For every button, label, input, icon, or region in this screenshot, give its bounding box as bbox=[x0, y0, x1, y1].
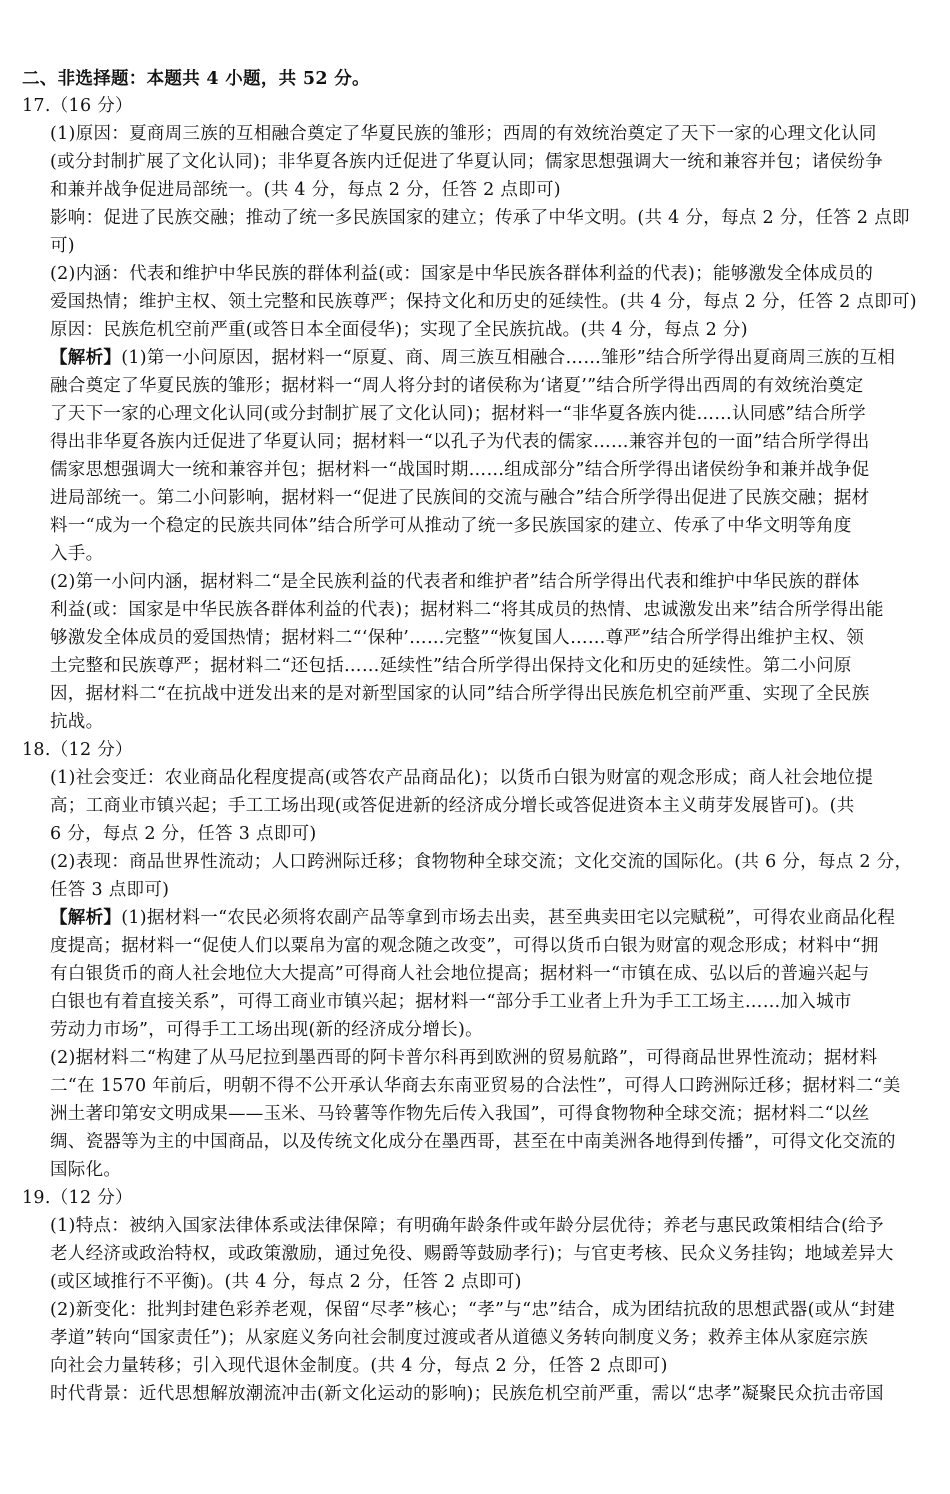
q18-analysis-line: 绸、瓷器等为主的中国商品，以及传统文化成分在墨西哥，甚至在中南美洲各地得到传播”，可得文化交流的 bbox=[50, 1132, 896, 1152]
q17-analysis-line: 儒家思想强调大一统和兼容并包；据材料一“战国时期……组成部分”结合所学得出诸侯纷争和兼并战争促 bbox=[50, 460, 870, 480]
q18-analysis-first-line bbox=[0, 905, 950, 931]
q17-line: 爱国热情；维护主权、领土完整和民族尊严；保持文化和历史的延续性。(共 4 分，每点 2 分，任答 2 点即可) bbox=[50, 292, 917, 312]
q18-line: 任答 3 点即可) bbox=[50, 880, 170, 900]
q19-line: (或区域推行不平衡)。(共 4 分，每点 2 分，任答 2 点即可) bbox=[50, 1272, 522, 1292]
q18-analysis-line: 二“在 1570 年前后，明朝不得不公开承认华商去东南亚贸易的合法性”，可得人口跨洲际迁移；据材料二“美 bbox=[50, 1076, 901, 1096]
q19-line: 向社会力量转移；引入现代退休金制度。(共 4 分，每点 2 分，任答 2 点即可) bbox=[50, 1356, 668, 1376]
q17-line: (1)原因：夏商周三族的互相融合奠定了华夏民族的雏形；西周的有效统治奠定了天下一家的心理文化认同 bbox=[50, 124, 877, 144]
q17-analysis-line: (2)第一小问内涵，据材料二“是全民族利益的代表者和维护者”结合所学得出代表和维护中华民族的群体 bbox=[50, 572, 860, 592]
q17-analysis-line: 利益(或：国家是中华民族各群体利益的代表)；据材料二“将其成员的热情、忠诚激发出来”结合所学得出能 bbox=[50, 600, 884, 620]
q17-analysis-line: 入手。 bbox=[50, 544, 104, 564]
q17-number: 17.（16 分） bbox=[22, 96, 133, 116]
q18-line: (2)表现：商品世界性流动；人口跨洲际迁移；食物物种全球交流；文化交流的国际化。(共 6 分，每点 2 分， bbox=[50, 852, 913, 872]
q17-analysis-line: 了天下一家的心理文化认同(或分封制扩展了文化认同)；据材料一“非华夏各族内徙……认同感”结合所学 bbox=[50, 404, 866, 424]
q18-analysis-line: 劳动力市场”，可得手工工场出现(新的经济成分增长)。 bbox=[50, 1020, 483, 1040]
q17-analysis-line: 够激发全体成员的爱国热情；据材料二“‘保种’……完整”“恢复国人……尊严”结合所学得出维护主权、领 bbox=[50, 628, 865, 648]
q17-analysis-line: 进局部统一。第二小问影响，据材料一“促进了民族间的交流与融合”结合所学得出促进了民族交融；据材 bbox=[50, 488, 870, 508]
q19-line: (2)新变化：批判封建色彩养老观，保留“尽孝”核心；“孝”与“忠”结合，成为团结抗敌的思想武器(或从“封建 bbox=[50, 1300, 896, 1320]
q17-analysis-line: 土完整和民族尊严；据材料二“还包括……延续性”结合所学得出保持文化和历史的延续性。第二小问原 bbox=[50, 656, 852, 676]
q18-line: 高；工商业市镇兴起；手工工场出现(或答促进新的经济成分增长或答促进资本主义萌芽发展皆可)。(共 bbox=[50, 796, 855, 816]
q17-analysis-line: 抗战。 bbox=[50, 712, 104, 732]
q17-line: 和兼并战争促进局部统一。(共 4 分，每点 2 分，任答 2 点即可) bbox=[50, 180, 561, 200]
q18-number: 18.（12 分） bbox=[22, 740, 133, 760]
q17-line: 可) bbox=[50, 236, 75, 256]
q17-line: 影响：促进了民族交融；推动了统一多民族国家的建立；传承了中华文明。(共 4 分，每点 2 分，任答 2 点即 bbox=[50, 208, 910, 228]
q18-analysis-line: 国际化。 bbox=[50, 1160, 122, 1180]
q17-line: (2)内涵：代表和维护中华民族的群体利益(或：国家是中华民族各群体利益的代表)；能够激发全体成员的 bbox=[50, 264, 874, 284]
section-heading: 二、非选择题：本题共 4 小题，共 52 分。 bbox=[22, 69, 370, 89]
q19-line: 孝道”转向“国家责任”)；从家庭义务向社会制度过渡或者从道德义务转向制度义务；救养主体从家庭宗族 bbox=[50, 1328, 869, 1348]
q18-analysis-line: 有白银货币的商人社会地位大大提高”可得商人社会地位提高；据材料一“市镇在成、弘以后的普遍兴起与 bbox=[50, 964, 870, 984]
analysis-tag: 【解析】 bbox=[50, 348, 122, 368]
q17-analysis-line: 得出非华夏各族内迁促进了华夏认同；据材料一“以孔子为代表的儒家……兼容并包的一面”结合所学得出 bbox=[50, 432, 870, 452]
q18-line: (1)社会变迁：农业商品化程度提高(或答农产品商品化)；以货币白银为财富的观念形成；商人社会地位提 bbox=[50, 768, 874, 788]
q19-number: 19.（12 分） bbox=[22, 1188, 133, 1208]
q18-analysis-line: 白银也有着直接关系”，可得工商业市镇兴起；据材料一“部分手工业者上升为手工工场主……加入城市 bbox=[50, 992, 852, 1012]
q19-line: 老人经济或政治特权，或政策激励，通过免役、赐爵等鼓励孝行)；与官吏考核、民众义务挂钩；地域差异大 bbox=[50, 1244, 894, 1264]
analysis-tag: 【解析】 bbox=[50, 908, 122, 928]
q19-line: 时代背景：近代思想解放潮流冲击(新文化运动的影响)；民族危机空前严重，需以“忠孝”凝聚民众抗击帝国 bbox=[50, 1384, 884, 1404]
q17-analysis-first-line bbox=[0, 345, 950, 371]
q17-line: (或分封制扩展了文化认同)；非华夏各族内迁促进了华夏认同；儒家思想强调大一统和兼容并包；诸侯纷争 bbox=[50, 152, 884, 172]
q18-line: 6 分，每点 2 分，任答 3 点即可) bbox=[50, 824, 317, 844]
q17-analysis-line: 因，据材料二“在抗战中迸发出来的是对新型国家的认同”结合所学得出民族危机空前严重、实现了全民族 bbox=[50, 684, 870, 704]
q18-analysis-line: 洲土著印第安文明成果——玉米、马铃薯等作物先后传入我国”，可得食物物种全球交流；据材料二“以丝 bbox=[50, 1104, 870, 1124]
q17-analysis-line: 融合奠定了华夏民族的雏形；据材料一“周人将分封的诸侯称为‘诸夏’”结合所学得出西周的有效统治奠定 bbox=[50, 376, 864, 396]
q18-analysis-line: (2)据材料二“构建了从马尼拉到墨西哥的阿卡普尔科再到欧洲的贸易航路”，可得商品世界性流动；据材料 bbox=[50, 1048, 878, 1068]
q19-line: (1)特点：被纳入国家法律体系或法律保障；有明确年龄条件或年龄分层优待；养老与惠民政策相结合(给予 bbox=[50, 1216, 884, 1236]
q18-analysis-line: 度提高；据材料一“促使人们以粟帛为富的观念随之改变”，可得以货币白银为财富的观念形成；材料中“拥 bbox=[50, 936, 879, 956]
q17-line: 原因：民族危机空前严重(或答日本全面侵华)；实现了全民族抗战。(共 4 分，每点 2 分) bbox=[50, 320, 748, 340]
analysis-text: (1)第一小问原因，据材料一“原夏、商、周三族互相融合……雏形”结合所学得出夏商周三族的互相 bbox=[121, 348, 896, 368]
q17-analysis-line: 料一“成为一个稳定的民族共同体”结合所学可从推动了统一多民族国家的建立、传承了中华文明等角度 bbox=[50, 516, 852, 536]
analysis-text: (1)据材料一“农民必须将农副产品等拿到市场去出卖，甚至典卖田宅以完赋税”，可得农业商品化程 bbox=[121, 908, 896, 928]
